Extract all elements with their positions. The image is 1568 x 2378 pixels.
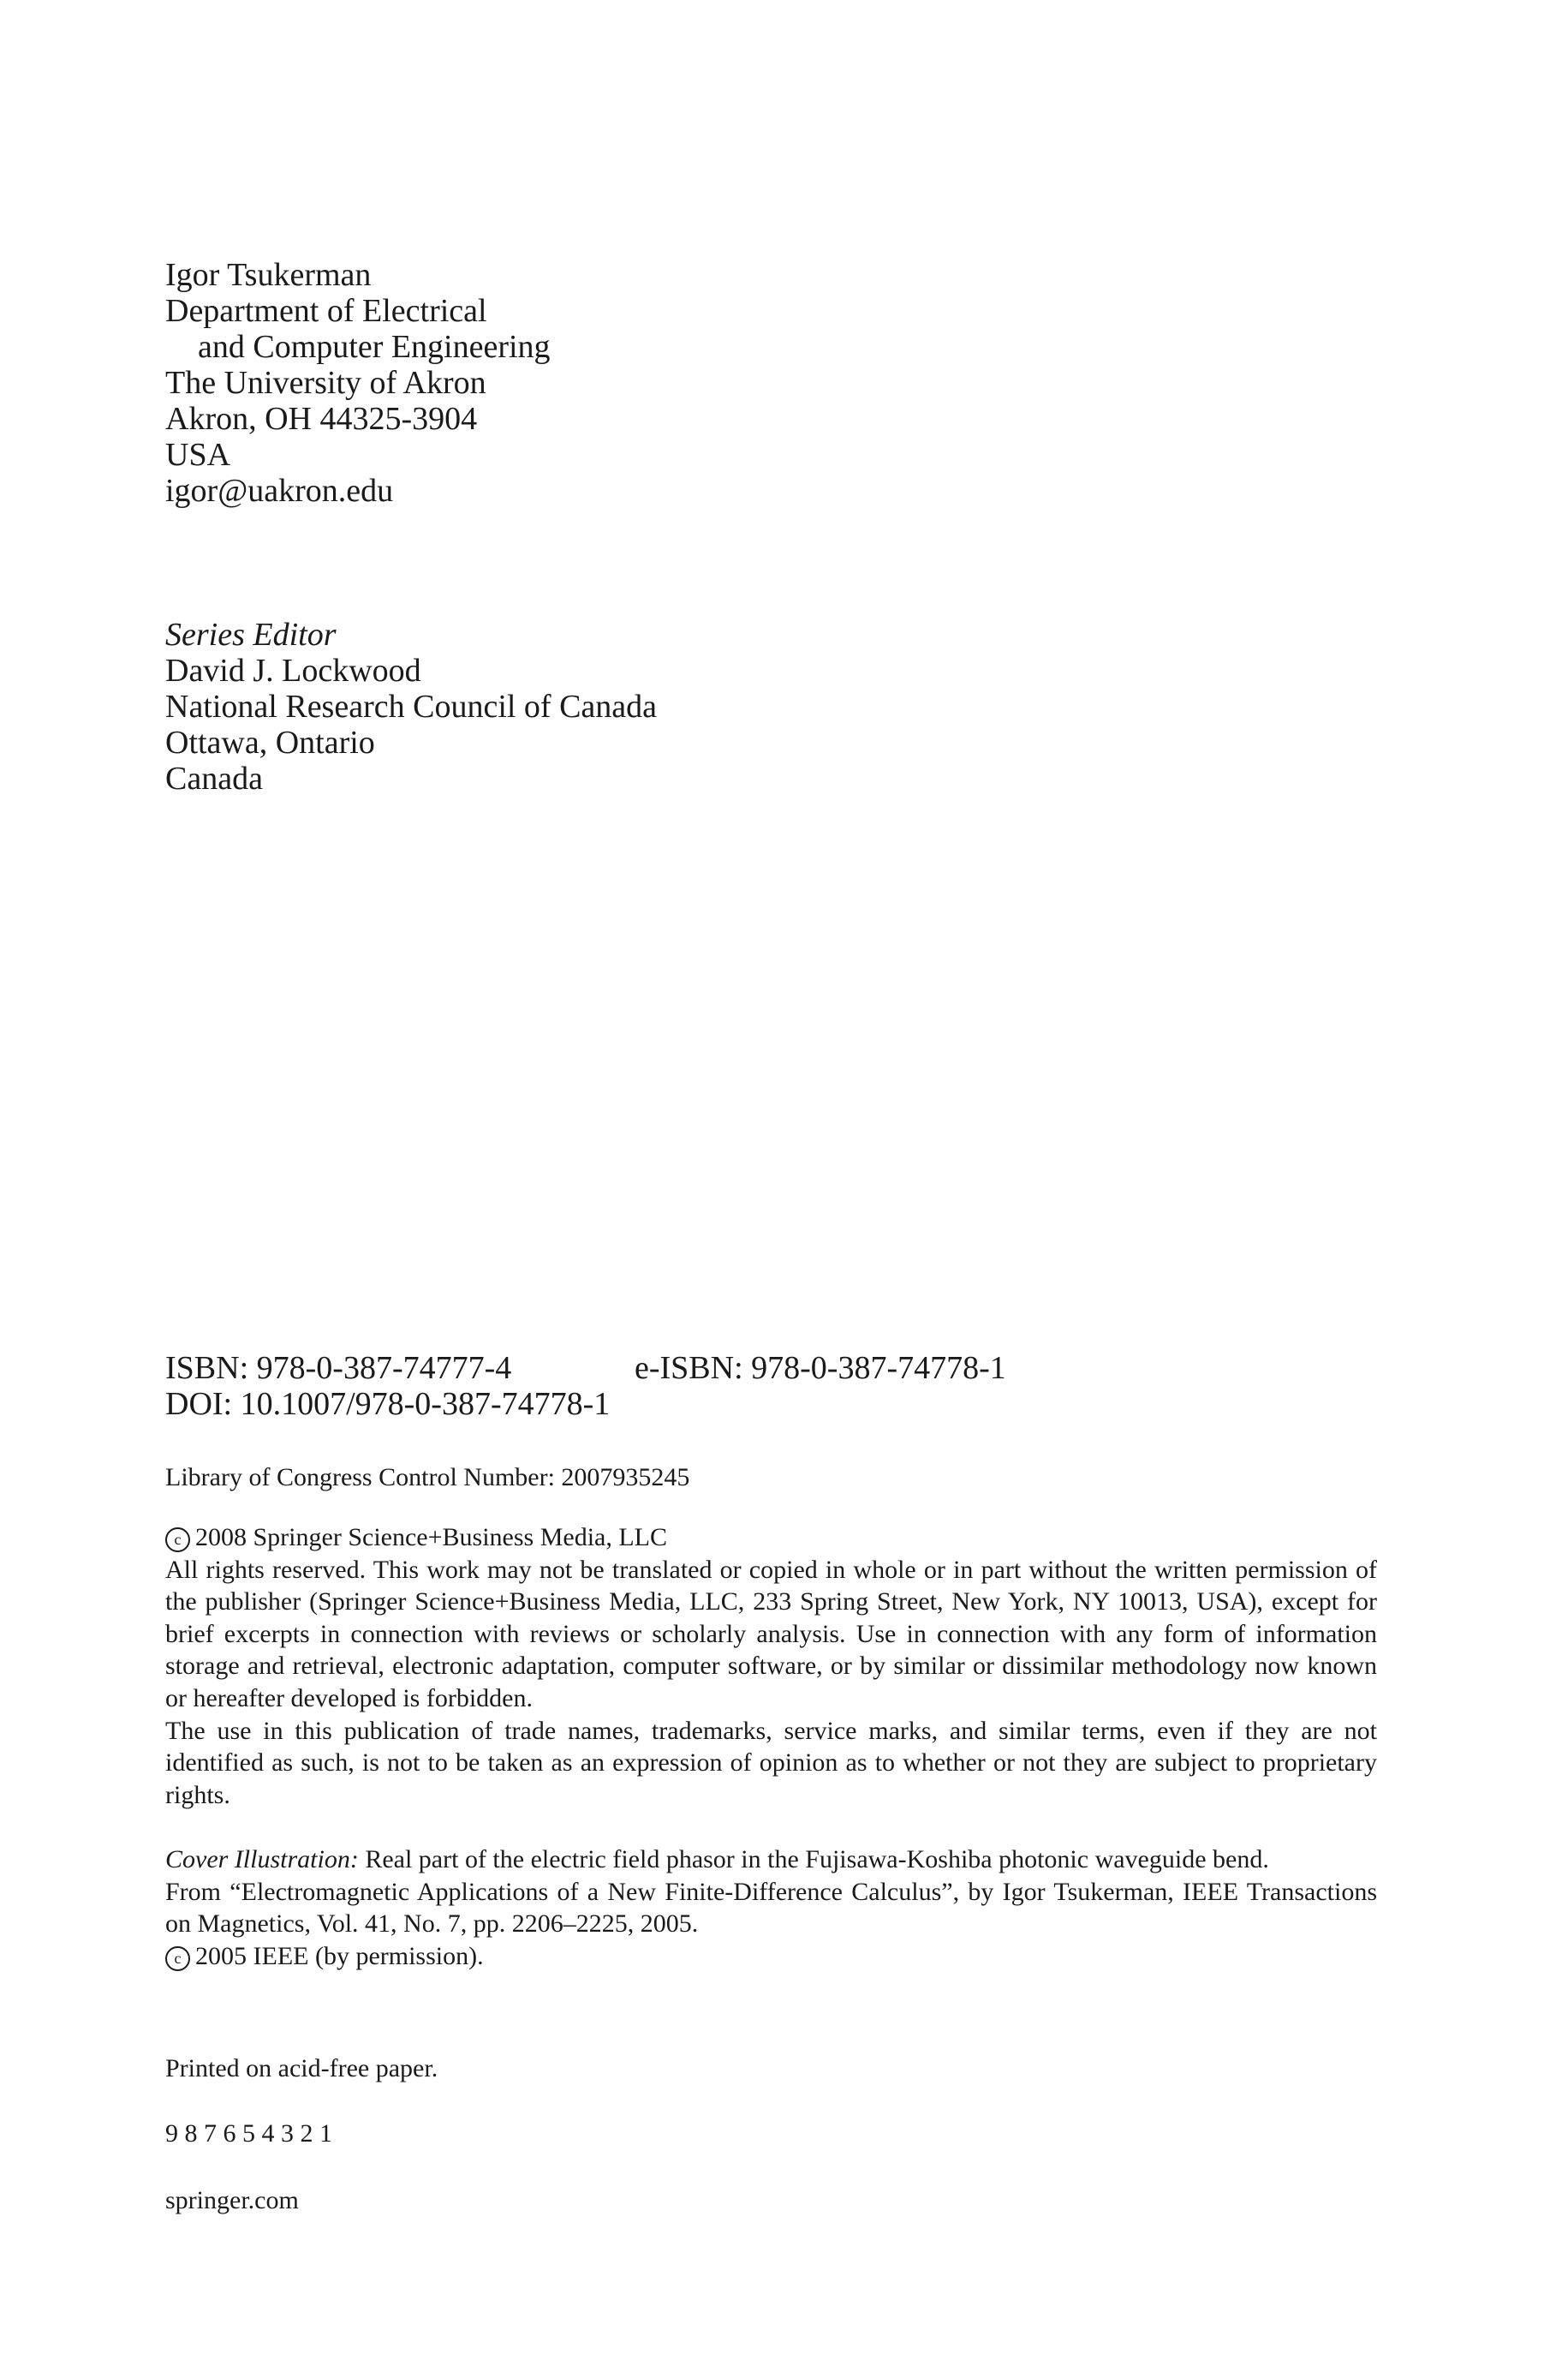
- series-editor-org: National Research Council of Canada: [165, 689, 658, 725]
- website: [165, 2184, 1377, 2217]
- copyright-icon: c: [165, 1946, 190, 1971]
- loc-number: [165, 1461, 1377, 1494]
- cover-illustration: [165, 1843, 1377, 1972]
- copyright-line: [165, 1521, 1377, 1554]
- e-isbn: e-ISBN: 978-0-387-74778-1: [635, 1350, 1006, 1386]
- cover-label: Cover Illustration:: [165, 1845, 359, 1873]
- trademarks-paragraph: The use in this publication of trade names, trademarks, service marks, and similar terms, even if they are not identified as such, is not to be taken as an expression of opinion as to whether or not they are subject to proprietary rights.: [165, 1716, 1377, 1809]
- series-editor-name: David J. Lockwood: [165, 653, 421, 689]
- loc-control-number: Library of Congress Control Number: 2007935245: [165, 1463, 690, 1491]
- rights-paragraph: All rights reserved. This work may not be translated or copied in whole or in part without the written permission of the publisher (Springer Science+Business Media, LLC, 233 Spring Street, New York, NY 10013, USA), except for brief excerpts in connection with reviews or scholarly analysis. Use in connection with any form of information storage and retrieval, electronic adaptation, computer software, or by similar or dissimilar methodology now known or hereafter developed is forbidden.: [165, 1555, 1377, 1712]
- author-country: USA: [165, 437, 231, 473]
- copyright-text: 2008 Springer Science+Business Media, LLC: [195, 1523, 668, 1551]
- cover-paragraph: [165, 1843, 1377, 1876]
- doi: DOI: 10.1007/978-0-387-74778-1: [165, 1386, 611, 1422]
- series-editor-city: Ottawa, Ontario: [165, 725, 375, 761]
- cover-copyright-line: [165, 1940, 1377, 1973]
- print-line: [165, 2118, 1377, 2150]
- author-university: The University of Akron: [165, 365, 486, 401]
- author-name: Igor Tsukerman: [165, 257, 372, 293]
- cover-copyright-text: 2005 IEEE (by permission).: [195, 1941, 484, 1970]
- isbn: ISBN: 978-0-387-74777-4: [165, 1350, 512, 1386]
- author-email: igor@uakron.edu: [165, 473, 394, 509]
- printed-text: Printed on acid-free paper.: [165, 2054, 438, 2082]
- author-city: Akron, OH 44325-3904: [165, 401, 478, 437]
- cover-text: Real part of the electric field phasor in the Fujisawa-Koshiba photonic waveguide bend.: [365, 1845, 1269, 1873]
- author-address: [165, 257, 1377, 509]
- author-dept-line2: and Computer Engineering: [198, 329, 551, 365]
- series-editor-label: Series Editor: [165, 617, 337, 653]
- identifiers: [165, 1350, 1377, 1422]
- printed-note: [165, 2052, 1377, 2085]
- website-text: springer.com: [165, 2186, 299, 2214]
- copyright-icon: c: [165, 1527, 190, 1552]
- copyright-block: [165, 1521, 1377, 1811]
- copyright-page: [165, 0, 1377, 2378]
- printer-key: 9 8 7 6 5 4 3 2 1: [165, 2119, 332, 2148]
- cover-source: From “Electromagnetic Applications of a New Finite-Difference Calculus”, by Igor Tsukerman, IEEE Transactions on Magnetics, Vol. 41, No. 7, pp. 2206–2225, 2005.: [165, 1877, 1377, 1939]
- series-editor: [165, 617, 1377, 797]
- isbn-row: [165, 1350, 1377, 1386]
- author-dept-line1: Department of Electrical: [165, 293, 487, 329]
- series-editor-country: Canada: [165, 761, 263, 797]
